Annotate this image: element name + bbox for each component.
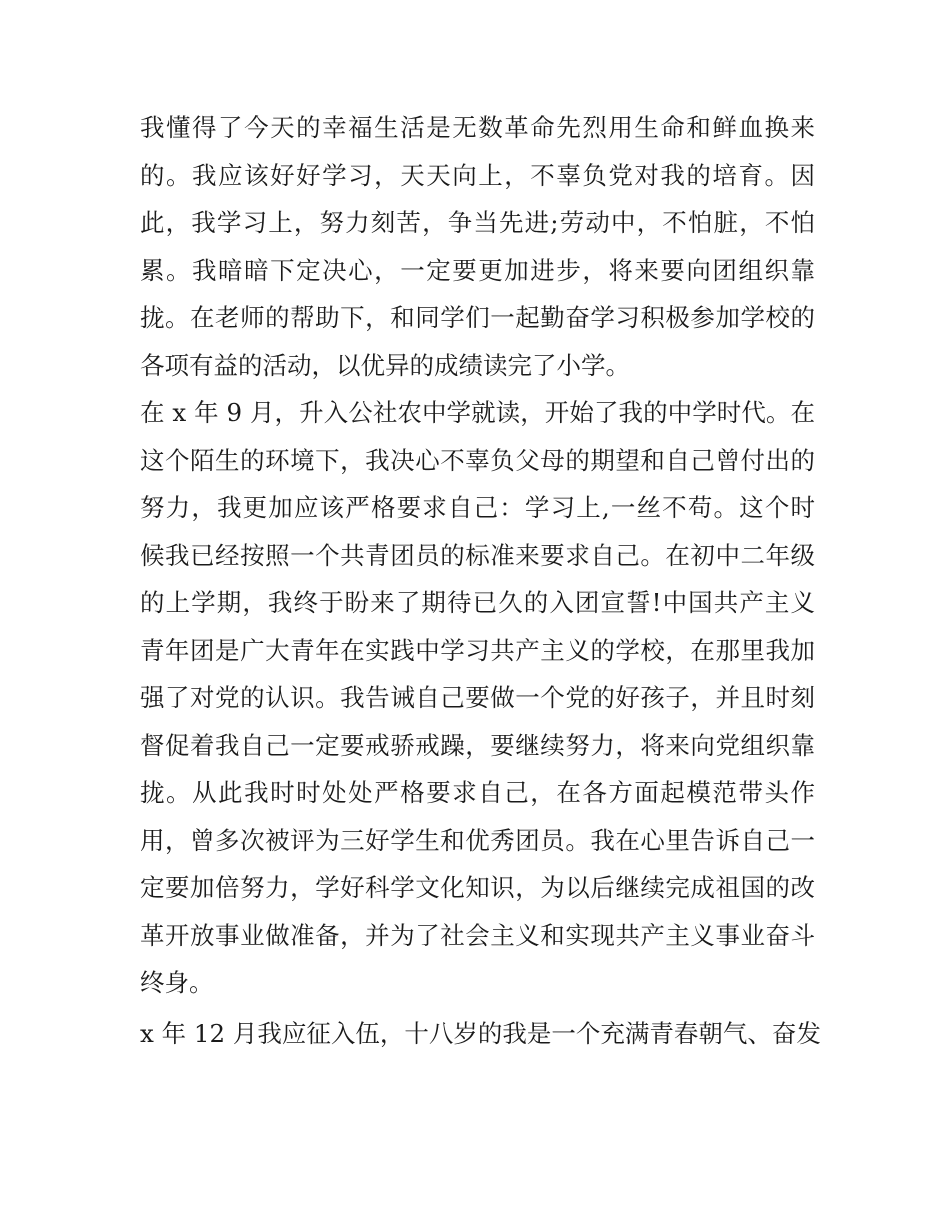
text-line: 的。我应该好好学习，天天向上，不辜负党对我的培育。因 — [140, 160, 815, 190]
text-line: 努力，我更加应该严格要求自己：学习上,一丝不苟。这个时 — [140, 493, 815, 522]
text-line: 终身。 — [140, 968, 214, 997]
text-line: 革开放事业做准备，并为了社会主义和实现共产主义事业奋斗 — [140, 920, 815, 950]
text-line: 青年团是广大青年在实践中学习共产主义的学校，在那里我加 — [140, 635, 815, 665]
text-line: 累。我暗暗下定决心，一定要更加进步，将来要向团组织靠 — [140, 255, 815, 285]
text-line: 用，曾多次被评为三好学生和优秀团员。我在心里告诉自己一 — [140, 825, 815, 855]
text-line: 拢。从此我时时处处严格要求自己，在各方面起模范带头作 — [140, 778, 815, 807]
text-line: 候我已经按照一个共青团员的标准来要求自己。在初中二年级 — [140, 540, 815, 570]
text-line: 这个陌生的环境下，我决心不辜负父母的期望和自己曾付出的 — [140, 445, 815, 475]
text-line: 督促着我自己一定要戒骄戒躁，要继续努力，将来向党组织靠 — [140, 730, 815, 760]
text-line: 拢。在老师的帮助下，和同学们一起勤奋学习积极参加学校的 — [140, 303, 815, 332]
text-line: 在 x 年 9 月，升入公社农中学就读，开始了我的中学时代。在 — [140, 398, 815, 427]
text-line: 强了对党的认识。我告诫自己要做一个党的好孩子，并且时刻 — [140, 683, 815, 712]
text-line: x 年 12 月我应征入伍，十八岁的我是一个充满青春朝气、奋发 — [140, 1018, 821, 1048]
document-body — [140, 104, 821, 1057]
text-line: 我懂得了今天的幸福生活是无数革命先烈用生命和鲜血换来 — [140, 113, 815, 142]
text-line: 各项有益的活动，以优异的成绩读完了小学。 — [140, 350, 630, 380]
text-line: 的上学期，我终于盼来了期待已久的入团宣誓!中国共产主义 — [140, 588, 815, 617]
text-line: 定要加倍努力，学好科学文化知识，为以后继续完成祖国的改 — [140, 873, 815, 902]
text-line: 此，我学习上，努力刻苦，争当先进;劳动中，不怕脏，不怕 — [140, 208, 815, 237]
